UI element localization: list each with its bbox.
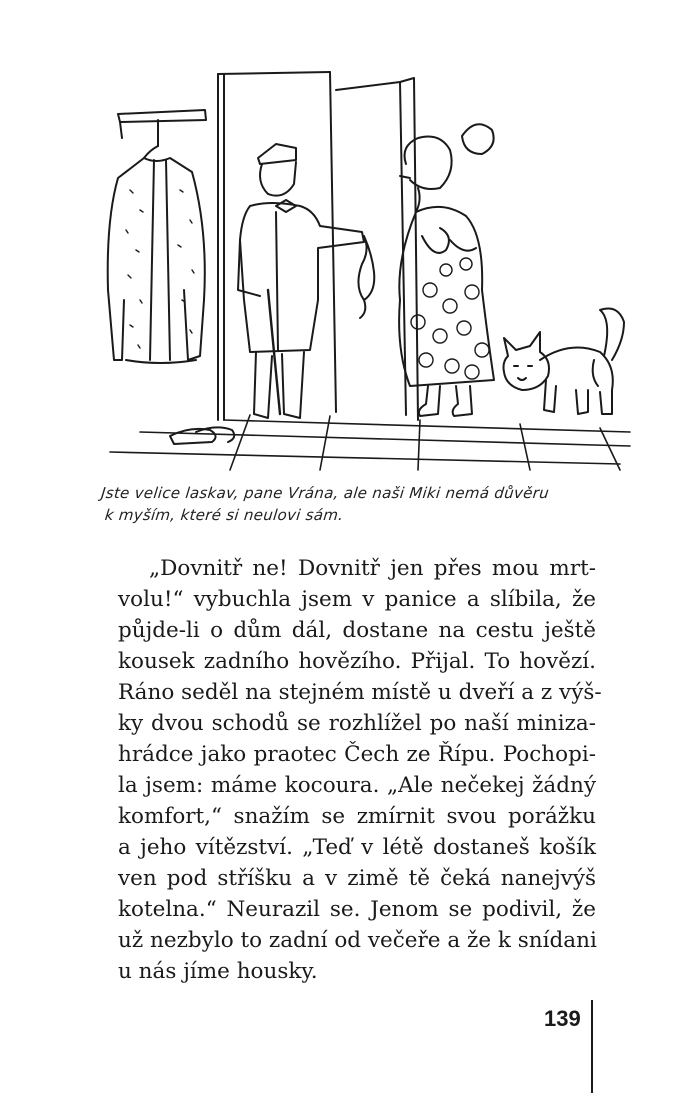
text-line: už nezbylo to zadní od večeře a že k snídani xyxy=(118,928,597,953)
margin-rule xyxy=(591,1000,593,1093)
text-line: a jeho vítězství. „Teď v létě dostaneš košík xyxy=(118,835,596,860)
caption-line: k myším, které si neulovi sám. xyxy=(103,506,345,524)
text-line: hrádce jako praotec Čech ze Řípu. Pochopi- xyxy=(118,742,596,767)
text-line: u nás jíme housky. xyxy=(118,959,318,984)
coat-rack xyxy=(118,110,206,146)
text-line: půjde-li o dům dál, dostane na cestu ještě xyxy=(118,618,596,643)
cartoon-illustration xyxy=(100,60,640,480)
caption-line: Jste velice laskav, pane Vrána, ale naši Miki nemá důvěru xyxy=(100,484,550,502)
text-line: kotelna.“ Neurazil se. Jenom se podivil, že xyxy=(118,897,596,922)
text-line: kousek zadního hovězího. Přijal. To hovězí. xyxy=(118,649,596,674)
cat-figure xyxy=(504,309,625,415)
door-frame xyxy=(218,72,418,420)
slippers xyxy=(170,427,234,444)
hanging-coat xyxy=(108,146,205,363)
text-line: la jsem: máme kocoura. „Ale nečekej žádný xyxy=(118,773,596,798)
text-line: „Dovnitř ne! Dovnitř jen přes mou mrt- xyxy=(149,556,596,581)
text-line: komfort,“ snažím se zmírnit svou porážku xyxy=(118,804,596,829)
text-line: volu!“ vybuchla jsem v panice a slíbila, že xyxy=(118,587,596,612)
illustration-caption xyxy=(98,482,633,526)
text-line: ky dvou schodů se rozhlížel po naší miniza- xyxy=(118,711,596,736)
wall-lamp xyxy=(462,124,494,154)
man-figure xyxy=(238,144,374,418)
page-number: 139 xyxy=(544,1006,581,1031)
woman-figure xyxy=(399,137,494,417)
text-line: Ráno seděl na stejném místě u dveří a z výš- xyxy=(118,680,602,705)
text-line: ven pod stříšku a v zimě tě čeká nanejvýš xyxy=(118,866,596,891)
body-paragraph xyxy=(118,553,602,987)
